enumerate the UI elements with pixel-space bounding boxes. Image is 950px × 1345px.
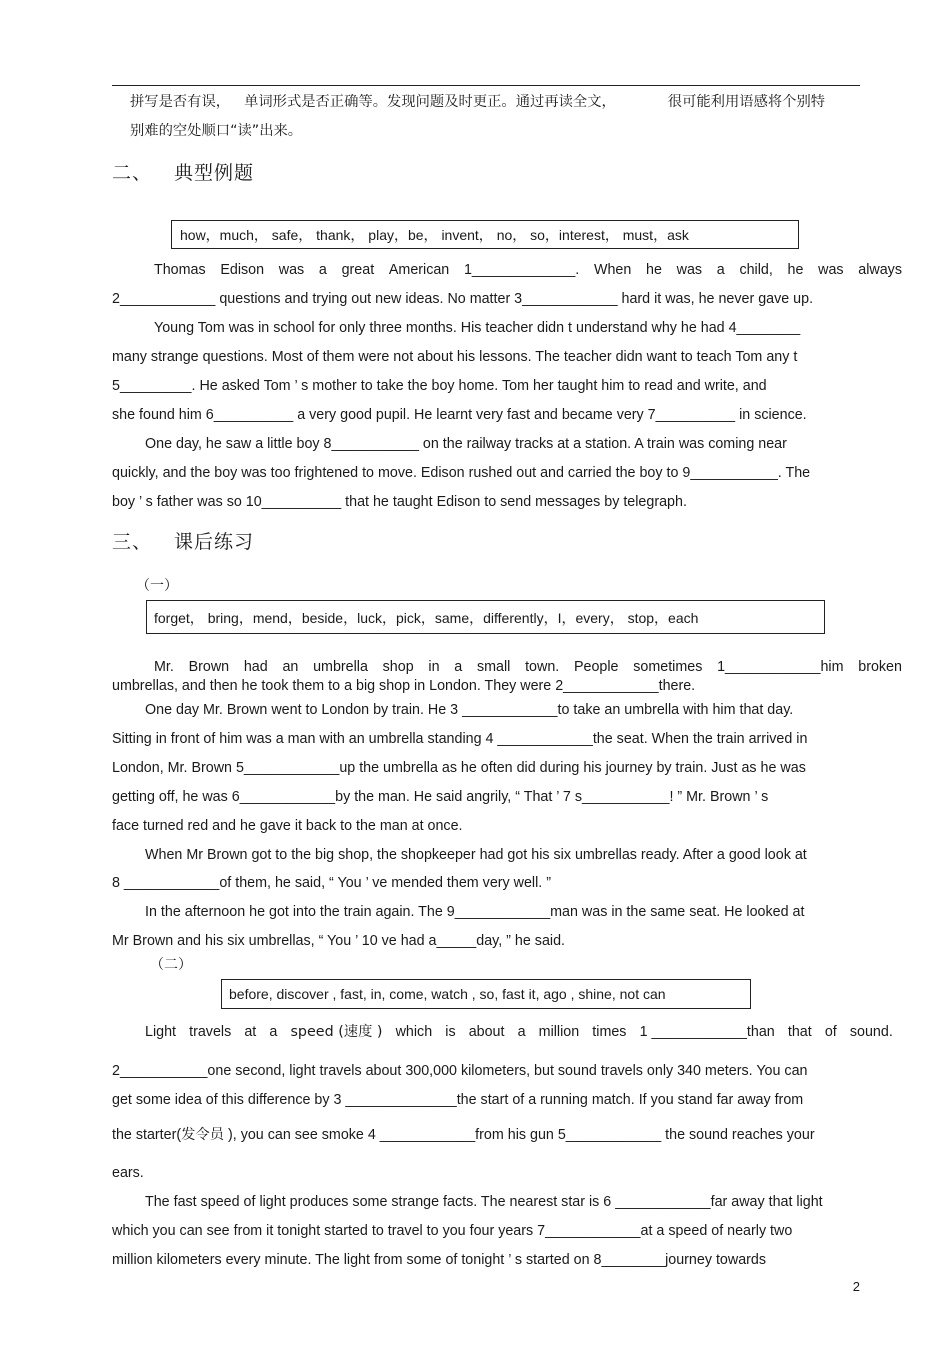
section-number: 二、: [112, 162, 153, 184]
passage-line: Young Tom was in school for only three months. His teacher didn t understand why he had 4________: [154, 320, 801, 336]
passage-line: The fast speed of light produces some strange facts. The nearest star is 6 ____________far away that light: [145, 1194, 823, 1210]
passage-word: of: [824, 1024, 837, 1040]
passage-word: town.: [525, 659, 560, 675]
passage-line: she found him 6__________ a very good pupil. He learnt very fast and became very 7__________ in science.: [112, 407, 807, 423]
passage-word: Mr.: [154, 659, 174, 675]
passage-line: 5_________. He asked Tom ’ s mother to take the boy home. Tom her taught him to read and write, and: [112, 378, 767, 394]
section-heading-2: [112, 161, 254, 185]
passage-word: American: [388, 262, 450, 278]
section-number: 三、: [112, 531, 153, 553]
passage-word: umbrella: [313, 659, 368, 675]
passage-line: Sitting in front of him was a man with an umbrella standing 4 ____________the seat. When the train arrived in: [112, 731, 808, 747]
passage-line: quickly, and the boy was too frightened to move. Edison rushed out and carried the boy to 9___________. The: [112, 465, 811, 481]
word-box-2: forget， bring，mend，beside，luck，pick，same，differently，I，every， stop，each: [146, 600, 825, 634]
passage-word: speed (速度 ): [290, 1024, 383, 1040]
passage-word: small: [476, 659, 511, 675]
passage-word: that: [787, 1024, 812, 1040]
section-title: 课后练习: [174, 531, 255, 553]
passage-word: 1_____________.: [463, 262, 580, 278]
passage-word: a: [318, 262, 327, 278]
intro-text-b: 单词形式是否正确等。发现问题及时更正。通过再读全文，: [244, 94, 616, 110]
passage-word: 1____________him: [717, 659, 844, 675]
passage-line: London, Mr. Brown 5____________up the umbrella as he often did during his journey by train. Just as he was: [112, 760, 806, 776]
passage-word: was: [676, 262, 703, 278]
passage-line: many strange questions. Most of them were not about his lessons. The teacher didn want to teach Tom any t: [112, 349, 798, 365]
passage-word: is: [445, 1024, 456, 1040]
passage-word: had: [243, 659, 268, 675]
passage-line: 2____________ questions and trying out new ideas. No matter 3____________ hard it was, he never gave up.: [112, 291, 814, 307]
passage-line: [112, 658, 902, 676]
passage-word: Light: [145, 1024, 177, 1040]
passage-line: umbrellas, and then he took them to a big shop in London. They were 2____________there.: [112, 678, 696, 694]
passage-line: million kilometers every minute. The light from some of tonight ’ s started on 8________journey towards: [112, 1252, 767, 1268]
passage-word: sometimes: [633, 659, 703, 675]
passage-word: which: [395, 1024, 433, 1040]
passage-word: a: [716, 262, 725, 278]
passage-word: about: [468, 1024, 505, 1040]
passage-line: face turned red and he gave it back to the man at once.: [112, 818, 463, 834]
passage-word: always: [858, 262, 902, 278]
passage-line: 8 ____________of them, he said, “ You ’ ve mended them very well. ”: [112, 875, 551, 891]
passage-word: broken: [858, 659, 902, 675]
passage-line: [112, 261, 902, 279]
part-label-2: （二）: [150, 957, 192, 973]
passage-word: Thomas: [154, 262, 206, 278]
passage-word: at: [244, 1024, 257, 1040]
passage-word: an: [282, 659, 299, 675]
passage-line: getting off, he was 6____________by the man. He said angrily, “ That ’ 7 s___________! ” Mr. Brown ’ s: [112, 789, 769, 805]
passage-word: times: [592, 1024, 627, 1040]
passage-word: People: [573, 659, 619, 675]
passage-line: which you can see from it tonight started to travel to you four years 7____________at a speed of nearly two: [112, 1223, 793, 1239]
passage-line: One day Mr. Brown went to London by train. He 3 ____________to take an umbrella with him that day.: [145, 702, 794, 718]
passage-line: 2___________one second, light travels about 300,000 kilometers, but sound travels only 340 meters. You can: [112, 1063, 808, 1079]
passage-word: sound.: [849, 1024, 893, 1040]
word-box-1: how，much， safe， thank， play，be， invent， no， so，interest， must，ask: [171, 220, 799, 249]
passage-line: When Mr Brown got to the big shop, the shopkeeper had got his six umbrellas ready. After a good look at: [145, 847, 807, 863]
passage-word: was: [278, 262, 305, 278]
passage-word: a: [269, 1024, 278, 1040]
passage-word: he: [646, 262, 662, 278]
passage-word: was: [818, 262, 844, 278]
passage-word: in: [428, 659, 440, 675]
passage-word: great: [341, 262, 375, 278]
top-rule: [112, 85, 860, 86]
passage-word: Edison: [220, 262, 265, 278]
passage-word: child,: [739, 262, 773, 278]
word-box-3: before, discover , fast, in, come, watch , so, fast it, ago , shine, not can: [221, 979, 751, 1009]
passage-line: ears.: [112, 1165, 144, 1181]
passage-word: travels: [189, 1024, 232, 1040]
passage-line: Mr Brown and his six umbrellas, “ You ’ 10 ve had a_____day, ” he said.: [112, 933, 565, 949]
intro-line-2: 别难的空处顺口“读”出来。: [130, 123, 303, 139]
page-number: 2: [852, 1279, 860, 1294]
intro-text-a: 拼写是否有误，: [130, 94, 231, 110]
passage-word: 1 ____________than: [639, 1024, 775, 1040]
passage-line: the starter(发令员 ), you can see smoke 4 ____________from his gun 5____________ the sound reaches your: [112, 1127, 815, 1143]
passage-word: shop: [382, 659, 414, 675]
passage-word: a: [454, 659, 463, 675]
passage-line: In the afternoon he got into the train again. The 9____________man was in the same seat. He looked at: [145, 904, 805, 920]
passage-word: a: [517, 1024, 526, 1040]
section-heading-3: [112, 530, 254, 554]
passage-word: Brown: [188, 659, 230, 675]
intro-text-c: 很可能利用语感将个别特: [667, 94, 826, 110]
passage-line: boy ’ s father was so 10__________ that he taught Edison to send messages by telegraph.: [112, 494, 687, 510]
intro-line-1: [112, 93, 878, 111]
passage-line: One day, he saw a little boy 8___________ on the railway tracks at a station. A train was coming near: [145, 436, 787, 452]
section-title: 典型例题: [174, 162, 255, 184]
passage-word: he: [787, 262, 804, 278]
part-label-1: （一）: [136, 578, 178, 594]
passage-line: get some idea of this difference by 3 ______________the start of a running match. If you stand far away from: [112, 1092, 804, 1108]
passage-line: [112, 1023, 893, 1041]
passage-word: When: [593, 262, 632, 278]
passage-word: million: [538, 1024, 580, 1040]
